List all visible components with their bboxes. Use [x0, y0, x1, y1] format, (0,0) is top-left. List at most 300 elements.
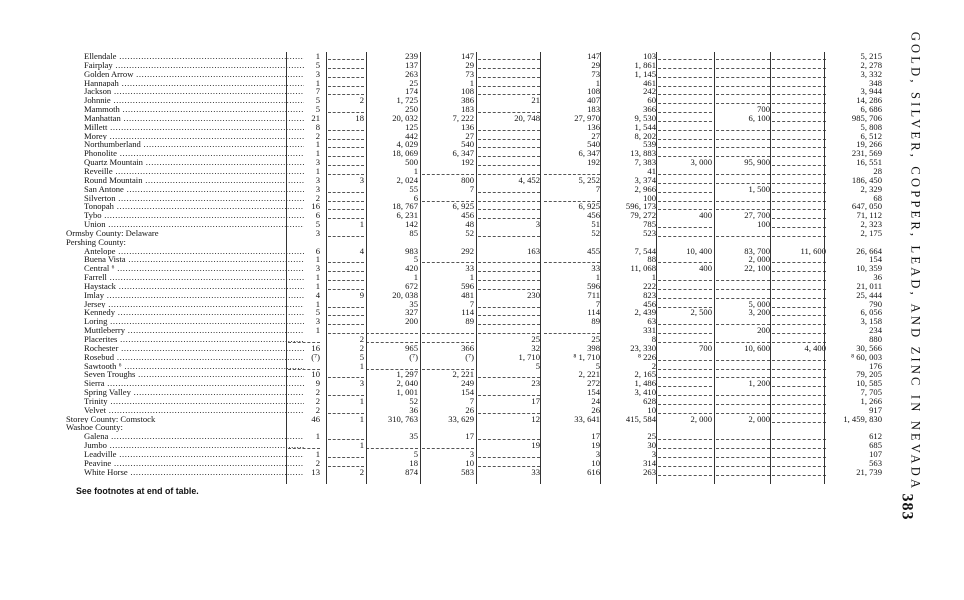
table-cell	[478, 141, 540, 148]
table-cell: 1, 725	[396, 95, 418, 106]
table-cell: 700	[699, 342, 712, 353]
table-cell	[658, 283, 712, 290]
table-cell: 16, 551	[856, 157, 882, 168]
table-cell: ⁸ 1, 710	[573, 351, 600, 362]
table-cell: 8	[315, 121, 320, 132]
table-cell: 30, 566	[856, 342, 882, 353]
row-label: Central ⁶ .....	[66, 264, 304, 273]
table-cell: 2, 323	[860, 219, 882, 230]
row-label: Round Mountain .....	[66, 176, 304, 185]
row-label: Fairplay .....	[66, 61, 304, 70]
table-cell	[478, 283, 540, 290]
table-cell	[658, 106, 712, 113]
table-cell: (⁷)	[409, 351, 418, 362]
table-row	[66, 157, 882, 168]
table-cell	[716, 168, 770, 175]
table-cell: 20, 032	[392, 112, 418, 123]
table-cell: 5, 000	[748, 298, 770, 309]
table-cell: 880	[869, 334, 882, 344]
table-cell: 30	[647, 440, 656, 451]
table-cell	[772, 53, 826, 60]
table-cell: 2, 439	[634, 307, 656, 318]
table-cell	[328, 186, 364, 193]
table-cell	[422, 336, 474, 343]
table-cell: 23	[531, 378, 540, 389]
table-cell: 5	[315, 95, 320, 106]
table-cell	[328, 195, 364, 202]
table-cell	[658, 318, 712, 325]
table-cell	[716, 283, 770, 290]
table-cell: 29	[591, 59, 600, 70]
table-cell	[658, 451, 712, 458]
table-cell: 2, 024	[396, 174, 418, 185]
table-cell: 22, 100	[744, 263, 770, 274]
table-cell	[478, 133, 540, 140]
row-label: Mammoth .....	[66, 105, 304, 114]
table-cell	[658, 97, 712, 104]
table-cell	[772, 80, 826, 87]
table-cell: (⁷)	[311, 351, 320, 362]
table-cell: ⁸ 60, 003	[851, 351, 882, 362]
table-cell: 3	[315, 157, 320, 168]
table-cell: 35	[409, 431, 418, 442]
table-cell: 63	[647, 316, 656, 327]
table-cell: 3	[315, 68, 320, 79]
table-cell	[658, 442, 712, 449]
table-cell	[772, 301, 826, 308]
table-cell: 647, 050	[851, 201, 882, 212]
table-cell: 79, 272	[630, 210, 656, 221]
table-cell	[772, 283, 826, 290]
table-cell: 17	[465, 431, 474, 442]
table-cell	[478, 168, 540, 175]
table-cell	[772, 203, 826, 210]
table-cell: 73	[591, 68, 600, 79]
table-cell: 239	[405, 51, 418, 61]
table-cell: 2, 165	[634, 369, 656, 380]
production-table	[66, 51, 882, 477]
table-cell: 2	[651, 360, 656, 371]
table-cell: 628	[643, 395, 656, 406]
table-cell: 25	[409, 77, 418, 88]
table-cell	[716, 460, 770, 467]
table-cell: 25	[647, 431, 656, 442]
table-cell	[328, 88, 364, 95]
table-cell: 292	[461, 245, 474, 256]
table-cell: 249	[461, 378, 474, 389]
table-cell: 3	[595, 448, 600, 459]
footnote: See footnotes at end of table.	[76, 486, 199, 496]
table-cell: 1	[359, 440, 364, 451]
table-cell: 3, 332	[860, 68, 882, 79]
table-cell	[772, 407, 826, 414]
table-cell	[478, 451, 540, 458]
table-cell	[772, 177, 826, 184]
table-cell: 4, 400	[804, 342, 826, 353]
table-cell: 711	[587, 289, 600, 300]
table-row	[66, 325, 882, 336]
row-label: Ellendale .....	[66, 52, 304, 61]
table-cell	[658, 124, 712, 131]
table-cell: 3	[315, 263, 320, 274]
table-cell: 455	[587, 245, 600, 256]
table-cell	[716, 389, 770, 396]
table-cell: 147	[587, 51, 600, 61]
table-cell	[772, 186, 826, 193]
column-rule	[714, 52, 715, 484]
table-cell: 790	[869, 298, 882, 309]
table-cell	[478, 124, 540, 131]
row-label: Washoe County:	[66, 423, 123, 433]
table-cell	[658, 115, 712, 122]
table-cell: 366	[643, 104, 656, 115]
table-cell: 100	[757, 219, 770, 230]
row-label: Reveille .....	[66, 167, 304, 176]
table-cell: 616	[587, 466, 600, 477]
table-cell	[716, 442, 770, 449]
table-cell	[328, 256, 364, 263]
table-cell: 672	[405, 280, 418, 291]
table-cell: 500	[405, 157, 418, 168]
table-cell: 3	[535, 219, 540, 230]
row-label: Morey .....	[66, 132, 304, 141]
table-cell	[658, 371, 712, 378]
table-cell: 1	[315, 148, 320, 159]
table-cell	[328, 230, 364, 237]
table-cell	[716, 398, 770, 405]
table-cell	[328, 274, 364, 281]
table-cell: 6, 056	[860, 307, 882, 318]
table-cell	[772, 363, 826, 370]
table-cell: 27, 700	[744, 210, 770, 221]
table-cell: 985, 706	[851, 112, 882, 123]
table-cell: 263	[405, 68, 418, 79]
table-cell: 1	[469, 77, 474, 88]
table-cell	[328, 53, 364, 60]
table-cell: 163	[527, 245, 540, 256]
table-cell	[328, 141, 364, 148]
table-cell	[658, 469, 712, 476]
table-cell: 114	[587, 307, 600, 318]
table-cell: 250	[405, 104, 418, 115]
table-cell: 7, 544	[634, 245, 656, 256]
table-cell: 9	[359, 289, 364, 300]
table-cell	[658, 274, 712, 281]
table-cell: 3, 944	[860, 86, 882, 97]
table-cell: 2	[359, 334, 364, 344]
table-cell: 6	[315, 245, 320, 256]
table-cell: 1	[315, 280, 320, 291]
table-cell	[716, 177, 770, 184]
table-cell: 3	[469, 448, 474, 459]
table-cell: 263	[643, 466, 656, 477]
table-cell: 71, 112	[856, 210, 882, 221]
table-cell	[716, 433, 770, 440]
table-cell	[658, 71, 712, 78]
table-cell: 5	[535, 360, 540, 371]
table-cell: 79, 205	[856, 369, 882, 380]
table-cell	[772, 309, 826, 316]
table-cell: 2, 040	[396, 378, 418, 389]
row-label: Velvet .....	[66, 406, 304, 415]
table-cell	[658, 327, 712, 334]
table-cell	[328, 301, 364, 308]
table-cell	[772, 451, 826, 458]
table-cell: 222	[643, 280, 656, 291]
table-cell: 2, 278	[860, 59, 882, 70]
table-cell: 7	[469, 183, 474, 194]
row-label: Tybo .....	[66, 211, 304, 220]
table-cell: 27, 970	[574, 112, 600, 123]
table-cell: 1	[359, 413, 364, 424]
row-label: Jersey .....	[66, 300, 304, 309]
table-cell: 366	[461, 342, 474, 353]
table-cell	[658, 380, 712, 387]
table-cell: 331	[643, 325, 656, 336]
table-cell: 800	[461, 174, 474, 185]
table-cell: 6, 686	[860, 104, 882, 115]
table-cell: 398	[587, 342, 600, 353]
table-cell: 1	[359, 360, 364, 371]
table-row	[66, 440, 882, 451]
table-cell	[366, 442, 418, 449]
running-title	[905, 26, 925, 506]
table-cell: 11, 600	[800, 245, 826, 256]
table-cell: 1, 861	[634, 59, 656, 70]
table-cell: 6, 925	[452, 201, 474, 212]
table-cell	[772, 460, 826, 467]
table-cell: 33, 641	[574, 413, 600, 424]
table-cell: 25, 444	[856, 289, 882, 300]
table-cell	[328, 124, 364, 131]
table-cell: 186, 450	[851, 174, 882, 185]
table-cell: 27	[465, 130, 474, 141]
table-cell	[772, 168, 826, 175]
table-cell	[478, 407, 540, 414]
table-cell: 2, 000	[690, 413, 712, 424]
table-cell	[658, 354, 712, 361]
table-cell: 3, 000	[690, 157, 712, 168]
row-label: Sierra .....	[66, 379, 304, 388]
column-rule	[476, 52, 477, 484]
table-cell	[478, 106, 540, 113]
table-cell: 8, 202	[634, 130, 656, 141]
column-rule	[600, 52, 601, 484]
table-cell	[716, 407, 770, 414]
table-row	[66, 183, 882, 194]
table-cell: 52	[409, 395, 418, 406]
table-cell	[478, 256, 540, 263]
table-cell	[328, 133, 364, 140]
table-cell: 2, 329	[860, 183, 882, 194]
table-cell: 1, 001	[396, 387, 418, 398]
table-cell	[772, 150, 826, 157]
table-cell	[772, 371, 826, 378]
table-cell: 1, 145	[634, 68, 656, 79]
table-cell	[772, 256, 826, 263]
table-cell: 183	[587, 104, 600, 115]
table-cell: 108	[587, 86, 600, 97]
row-label: Kennedy .....	[66, 308, 304, 317]
row-label: Quartz Mountain .....	[66, 158, 304, 167]
table-cell: 1	[315, 431, 320, 442]
table-cell: 16	[311, 201, 320, 212]
table-cell: 154	[461, 387, 474, 398]
row-label: Union .....	[66, 220, 304, 229]
table-cell: 5	[595, 360, 600, 371]
table-cell: 17	[531, 395, 540, 406]
table-cell	[328, 309, 364, 316]
table-cell: 1	[315, 254, 320, 265]
table-cell: 10, 400	[686, 245, 712, 256]
table-cell: 10	[647, 404, 656, 415]
table-cell: 6, 512	[860, 130, 882, 141]
table-cell	[658, 407, 712, 414]
table-cell: 1	[315, 298, 320, 309]
table-cell	[658, 53, 712, 60]
table-cell	[716, 71, 770, 78]
row-label: Imlay .....	[66, 291, 304, 300]
table-cell: 25	[531, 334, 540, 344]
table-cell: 6	[413, 192, 418, 203]
table-cell	[478, 53, 540, 60]
table-cell	[658, 88, 712, 95]
table-cell: 7	[595, 298, 600, 309]
table-cell: 400	[699, 263, 712, 274]
table-cell: 983	[405, 245, 418, 256]
table-cell: 2	[315, 457, 320, 468]
table-cell: 136	[587, 121, 600, 132]
table-cell: 21, 011	[856, 280, 882, 291]
table-cell: 137	[405, 59, 418, 70]
table-cell: 1, 544	[634, 121, 656, 132]
table-cell: 5	[315, 219, 320, 230]
table-cell: 6	[315, 210, 320, 221]
table-cell: 9, 530	[634, 112, 656, 123]
table-cell: 10, 359	[856, 263, 882, 274]
table-cell: 24	[591, 395, 600, 406]
table-cell	[478, 150, 540, 157]
table-cell: 3, 158	[860, 316, 882, 327]
table-cell	[716, 133, 770, 140]
row-label: Leadville .....	[66, 450, 304, 459]
table-cell	[328, 451, 364, 458]
table-cell: 583	[461, 466, 474, 477]
table-cell	[478, 80, 540, 87]
table-cell: 1	[315, 272, 320, 283]
table-cell: 1	[595, 77, 600, 88]
table-cell: 35	[409, 298, 418, 309]
table-cell	[328, 318, 364, 325]
table-cell: 176	[869, 360, 882, 371]
table-cell	[478, 195, 540, 202]
table-cell: 456	[587, 210, 600, 221]
table-cell: 1	[315, 51, 320, 61]
table-cell: 33	[591, 263, 600, 274]
table-cell: 2, 500	[690, 307, 712, 318]
table-cell: 6, 231	[396, 210, 418, 221]
table-cell	[328, 150, 364, 157]
column-rule	[286, 52, 287, 484]
table-cell: 103	[643, 51, 656, 61]
row-label: Storey County: Comstock	[66, 414, 156, 424]
table-cell: 11, 068	[630, 263, 656, 274]
table-cell: 3	[315, 183, 320, 194]
table-cell: 1	[315, 325, 320, 336]
table-cell: 10	[591, 457, 600, 468]
table-cell: 8	[651, 334, 656, 344]
table-cell	[716, 195, 770, 202]
table-cell	[328, 327, 364, 334]
table-cell: 192	[587, 157, 600, 168]
table-cell: 136	[461, 121, 474, 132]
table-cell: 26	[591, 404, 600, 415]
table-cell	[772, 71, 826, 78]
table-row	[66, 466, 882, 477]
table-cell: (⁷)	[465, 351, 474, 362]
table-cell: 3	[359, 378, 364, 389]
table-cell	[772, 88, 826, 95]
row-label: San Antone .....	[66, 185, 304, 194]
table-cell	[772, 221, 826, 228]
table-cell	[772, 442, 826, 449]
row-label: Trinity .....	[66, 397, 304, 406]
column-rule	[824, 52, 825, 484]
table-cell: 327	[405, 307, 418, 318]
table-cell: 48	[465, 219, 474, 230]
table-cell	[478, 309, 540, 316]
page-number-text: 383	[898, 493, 916, 521]
table-cell: 2, 221	[578, 369, 600, 380]
table-cell: 6, 347	[578, 148, 600, 159]
table-cell: 5, 215	[860, 51, 882, 61]
table-row	[66, 245, 882, 256]
table-cell: 18	[409, 457, 418, 468]
table-cell: 17	[591, 431, 600, 442]
row-label: Antelope .....	[66, 247, 304, 256]
table-cell: 29	[465, 59, 474, 70]
table-cell: 785	[643, 219, 656, 230]
table-cell: 6, 100	[748, 112, 770, 123]
table-cell: 230	[527, 289, 540, 300]
table-cell: 33	[531, 466, 540, 477]
table-cell: 3, 200	[748, 307, 770, 318]
table-cell: 386	[461, 95, 474, 106]
table-cell: 4	[359, 245, 364, 256]
table-cell: ⁸ 226	[637, 351, 656, 362]
row-label: Spring Valley .....	[66, 388, 304, 397]
table-cell: 52	[591, 227, 600, 238]
table-cell	[772, 416, 826, 423]
row-label: Manhattan .....	[66, 114, 304, 123]
table-cell: 114	[461, 307, 474, 318]
table-cell: 5, 808	[860, 121, 882, 132]
table-cell: 700	[757, 104, 770, 115]
table-cell: 874	[405, 466, 418, 477]
table-row	[66, 431, 882, 442]
table-cell	[658, 133, 712, 140]
table-cell	[328, 80, 364, 87]
column-rule	[420, 52, 421, 484]
table-cell: 20, 038	[392, 289, 418, 300]
table-cell: 310, 763	[387, 413, 418, 424]
table-cell: 27	[591, 130, 600, 141]
table-cell: 200	[405, 316, 418, 327]
table-cell: 481	[461, 289, 474, 300]
table-cell	[658, 80, 712, 87]
table-cell: 46	[311, 413, 320, 424]
table-cell: 348	[869, 77, 882, 88]
